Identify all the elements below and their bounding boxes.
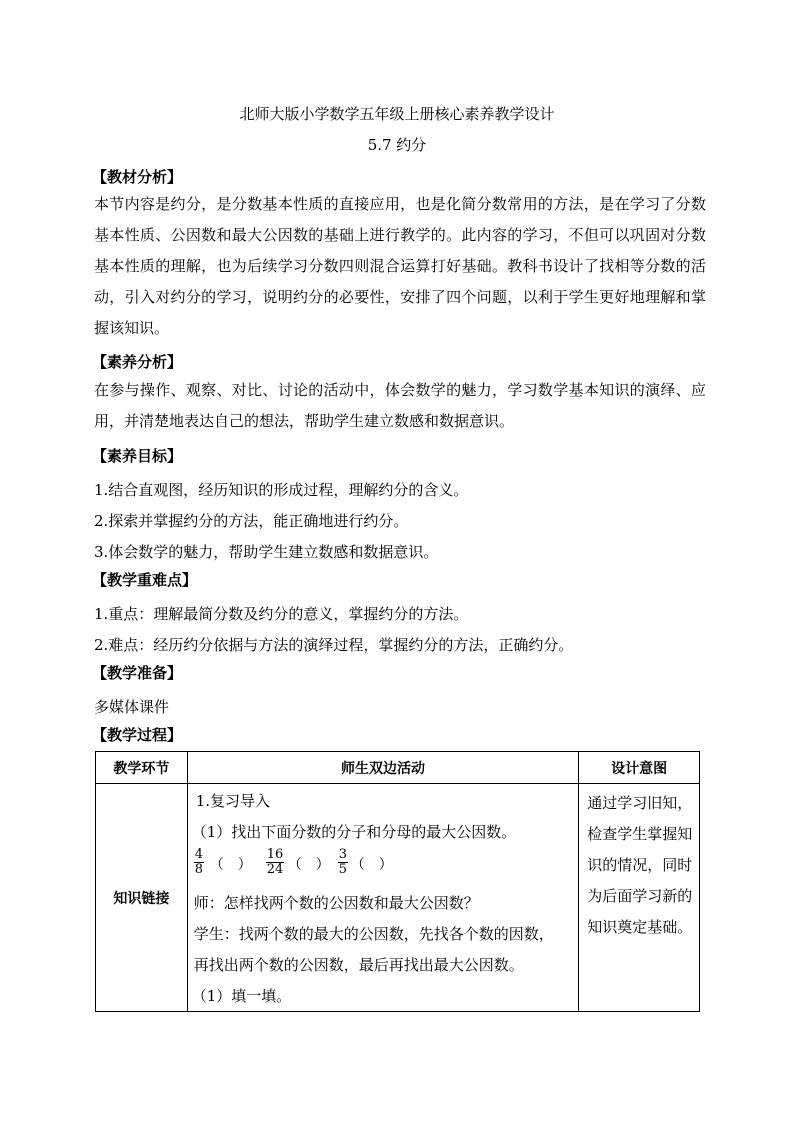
intent-cell: 通过学习旧知，检查学生掌握知识的情况，同时为后面学习新的知识奠定基础。: [579, 784, 700, 1012]
heading-process: 【教学过程】: [92, 726, 183, 744]
textbook-analysis-body: 本节内容是约分，是分数基本性质的直接应用，也是化简分数常用的方法，是在学习了分数基本性质、公因数和最大公因数的基础上进行教学的。此内容的学习，不但可以巩固对分数基本性质的理解，也为后续学习分数四则混合运算打好基础。教科书设计了找相等分数的活动，引入对约分的学习，说明约分的必要性，安排了四个问题，以利于学生更好地理解和掌握该知识。: [94, 195, 706, 337]
activity-line: 1.复习导入: [195, 792, 271, 810]
goal-item: 3.体会数学的魅力，帮助学生建立数感和数据意识。: [94, 543, 439, 561]
activity-line: 学生：找两个数的最大的公因数，先找各个数的因数，: [193, 925, 554, 943]
key-point-item: 2.难点：经历约分依据与方法的演绎过程，掌握约分的方法，正确约分。: [94, 636, 574, 654]
activity-line: （1）找出下面分数的分子和分母的最大公因数。: [191, 823, 517, 841]
activity-line: （1）填一填。: [191, 987, 292, 1005]
key-point-item: 1.重点：理解最简分数及约分的意义，掌握约分的方法。: [94, 605, 469, 623]
answer-blank: （ ）: [350, 857, 393, 873]
preparation-body: 多媒体课件: [94, 698, 170, 716]
answer-blank: （ ）: [209, 857, 252, 873]
header-intent: 设计意图: [579, 752, 700, 784]
header-activity: 师生双边活动: [187, 752, 579, 784]
fraction: $\frac{4}{8}$: [194, 847, 203, 877]
heading-literacy-goals: 【素养目标】: [92, 447, 183, 465]
heading-preparation: 【教学准备】: [92, 664, 183, 682]
activity-cell: [187, 784, 579, 1012]
document-title: 北师大版小学数学五年级上册核心素养教学设计: [239, 105, 555, 123]
activity-line: 师：怎样找两个数的公因数和最大公因数？: [193, 894, 479, 912]
header-stage: 教学环节: [96, 752, 188, 784]
goal-item: 1.结合直观图，经历知识的形成过程，理解约分的含义。: [94, 481, 469, 499]
lesson-process-table: [95, 751, 700, 1012]
table-row: [96, 784, 700, 1012]
heading-literacy-analysis: 【素养分析】: [92, 353, 183, 371]
heading-key-points: 【教学重难点】: [92, 571, 198, 589]
lesson-title: 5.7 约分: [367, 136, 427, 154]
goal-item: 2.探索并掌握约分的方法，能正确地进行约分。: [94, 512, 409, 530]
fraction: $\frac{3}{5}$: [338, 847, 347, 877]
stage-cell: 知识链接: [96, 784, 188, 1012]
answer-blank: （ ）: [287, 857, 330, 873]
literacy-analysis-body: 在参与操作、观察、对比、讨论的活动中，体会数学的魅力，学习数学基本知识的演绎、应用，并清楚地表达自己的想法，帮助学生建立数感和数据意识。: [94, 381, 706, 430]
fraction: $\frac{16}{24}$: [266, 847, 284, 877]
heading-textbook-analysis: 【教材分析】: [92, 168, 183, 186]
table-header-row: [96, 752, 700, 784]
activity-line: 再找出两个数的公因数，最后再找出最大公因数。: [193, 956, 524, 974]
